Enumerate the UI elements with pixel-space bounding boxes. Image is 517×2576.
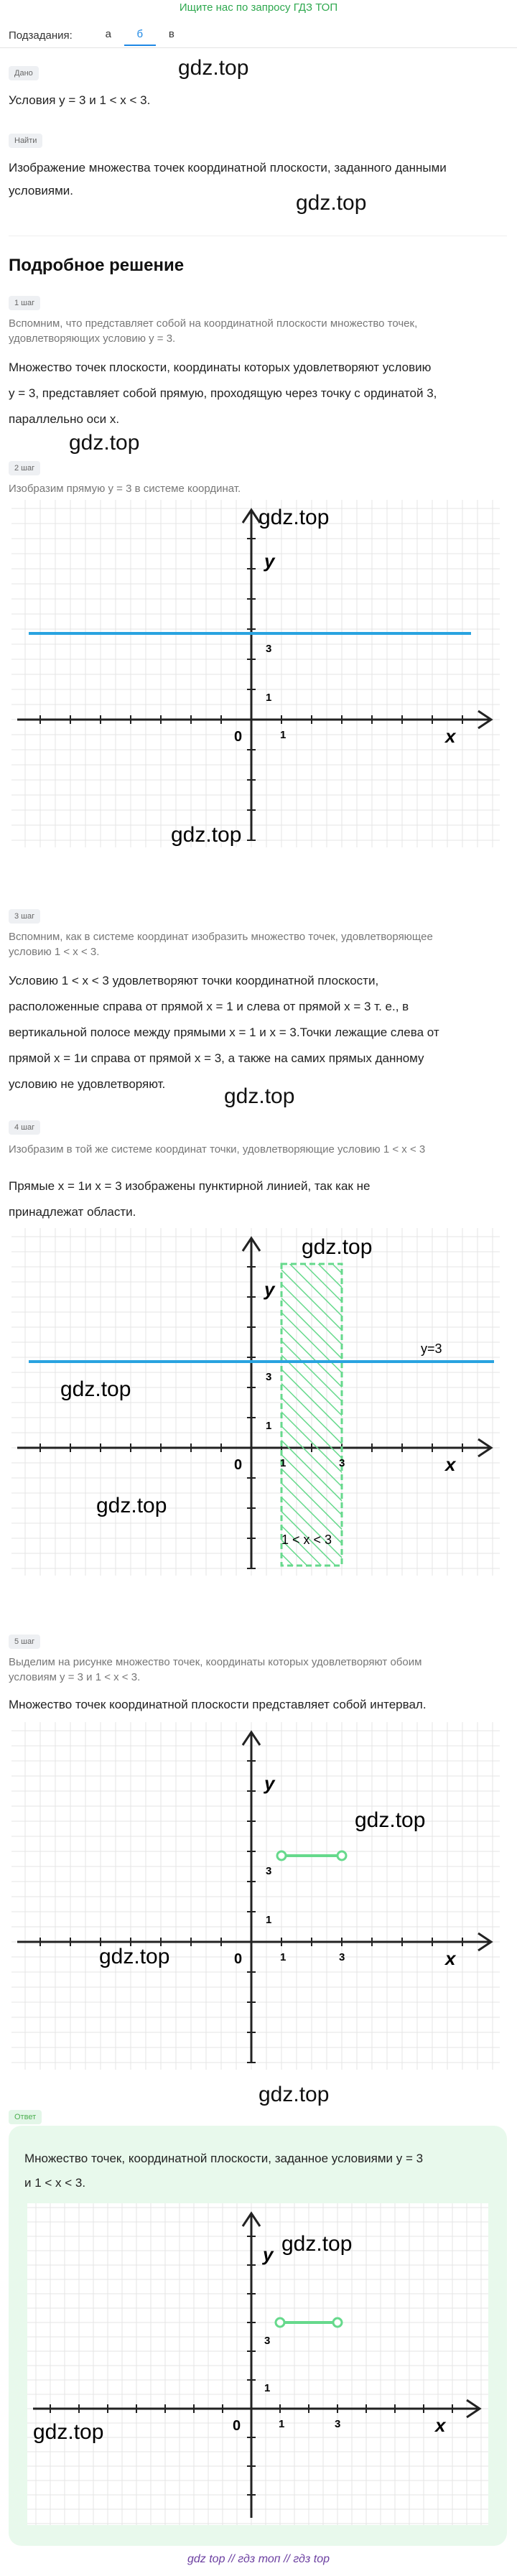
tick-label-3-y: 3: [266, 1865, 272, 1877]
tick-label-1-y: 1: [266, 1914, 272, 1926]
x-axis-label: x: [445, 1948, 456, 1969]
origin-label: 0: [234, 729, 243, 745]
subtask-tabs: [9, 24, 187, 46]
x-axis-label: x: [435, 2414, 446, 2436]
interval-endpoint-right: [337, 1851, 346, 1860]
step1-hint-2: удовлетворяющих условию y = 3.: [9, 333, 176, 345]
step5-hint-1: Выделим на рисунке множество точек, координаты которых удовлетворяют обоим: [9, 1656, 422, 1668]
tabs-divider: [0, 47, 517, 48]
interval-endpoint-right: [333, 2318, 342, 2327]
graph-3-svg: [11, 1722, 500, 2070]
watermark: gdz.top: [33, 2420, 104, 2444]
tab-a[interactable]: а: [105, 28, 111, 40]
dano-badge: Дано: [9, 66, 39, 80]
tick-label-3-x: 3: [339, 1457, 345, 1469]
watermark: gdz.top: [171, 823, 242, 847]
strip-label: 1 < x < 3: [281, 1533, 332, 1547]
step3-line-3: вертикальной полосе между прямыми x = 1 и x = 3.Точки лежащие слева от: [9, 1026, 439, 1039]
step3-line-1: Условию 1 < x < 3 удовлетворяют точки координатной плоскости,: [9, 974, 379, 987]
watermark: gdz.top: [60, 1377, 131, 1401]
step1-badge: 1 шаг: [9, 296, 40, 310]
watermark: gdz.top: [178, 56, 249, 80]
step5-line-1: Множество точек координатной плоскости представляет собой интервал.: [9, 1698, 427, 1711]
answer-box: [9, 2126, 507, 2546]
graph-2: [11, 1228, 500, 1576]
answer-line-2: и 1 < x < 3.: [24, 2176, 86, 2190]
graph-grid: [27, 2203, 488, 2525]
y-axis-label: y: [263, 2243, 274, 2265]
step1-line-1: Множество точек плоскости, координаты которых удовлетворяют условию: [9, 361, 432, 374]
graph-axes: [17, 1238, 491, 1568]
x-axis-label: x: [445, 1454, 456, 1475]
step1-line-3: параллельно оси x.: [9, 412, 120, 426]
graph-axes: [17, 1732, 491, 2063]
watermark: gdz.top: [96, 1494, 167, 1517]
step2-hint: Изобразим прямую y = 3 в системе координат.: [9, 483, 241, 495]
graph-2-svg: [11, 1228, 500, 1576]
x-axis-label: x: [445, 725, 456, 747]
line-label: y=3: [421, 1342, 442, 1356]
tick-label-3-y: 3: [266, 643, 272, 655]
tick-label-1-y: 1: [264, 2382, 271, 2394]
interval-endpoint-left: [277, 1851, 286, 1860]
watermark: gdz.top: [355, 1808, 426, 1832]
origin-label: 0: [234, 1951, 243, 1967]
watermark: gdz.top: [258, 506, 330, 529]
tick-label-3-y: 3: [264, 2335, 271, 2347]
graph-answer: [27, 2203, 488, 2525]
tick-label-3-x: 3: [335, 2418, 341, 2430]
step3-line-4: прямой x = 1и справа от прямой x = 3, а также на самих прямых данному: [9, 1051, 424, 1065]
y-axis-label: y: [264, 1278, 275, 1300]
step3-hint-1: Вспомним, как в системе координат изобразить множество точек, удовлетворяющее: [9, 931, 433, 943]
step3-line-2: расположенные справа от прямой x = 1 и слева от прямой x = 3 т. е., в: [9, 1000, 409, 1013]
strip-region: [281, 1264, 342, 1566]
tab-b[interactable]: б: [124, 24, 156, 46]
tick-label-1-x: 1: [280, 729, 287, 741]
step4-line-2: принадлежат области.: [9, 1205, 136, 1219]
top-banner[interactable]: Ищите нас по запросу ГДЗ ТОП: [179, 1, 338, 14]
find-badge: Найти: [9, 134, 42, 148]
origin-label: 0: [234, 1457, 243, 1473]
step4-line-1: Прямые x = 1и x = 3 изображены пунктирной линией, так как не: [9, 1179, 371, 1193]
graph-axes: [17, 510, 491, 840]
graph-answer-svg: [27, 2203, 488, 2525]
graph-3: [11, 1722, 500, 2070]
tick-label-1-y: 1: [266, 1420, 272, 1432]
watermark: gdz.top: [224, 1084, 295, 1108]
interval-endpoint-left: [276, 2318, 284, 2327]
step3-line-5: условию не удовлетворяют.: [9, 1077, 166, 1091]
answer-line-1: Множество точек, координатной плоскости, заданное условиями y = 3: [24, 2152, 424, 2165]
watermark: gdz.top: [296, 191, 367, 215]
graph-1: [11, 500, 500, 847]
step3-badge: 3 шаг: [9, 909, 40, 924]
step4-hint: Изобразим в той же системе координат точки, удовлетворяющие условию 1 < x < 3: [9, 1143, 426, 1156]
graph-1-svg: [11, 500, 500, 847]
tick-label-1-x: 1: [280, 1951, 287, 1963]
step4-badge: 4 шаг: [9, 1120, 40, 1135]
y-axis-label: y: [264, 550, 275, 572]
step1-line-2: y = 3, представляет собой прямую, проходящую через точку с ординатой 3,: [9, 386, 437, 400]
watermark: gdz.top: [281, 2232, 353, 2256]
graph-grid: [11, 500, 500, 847]
step2-badge: 2 шаг: [9, 461, 40, 475]
tick-label-1-x: 1: [279, 2418, 285, 2430]
step3-hint-2: условию 1 < x < 3.: [9, 946, 100, 958]
graph-grid: [11, 1722, 500, 2070]
graph-grid: [11, 1228, 500, 1576]
tick-label-1-y: 1: [266, 692, 272, 704]
origin-label: 0: [233, 2418, 241, 2434]
watermark: gdz.top: [99, 1945, 170, 1968]
tick-label-3-y: 3: [266, 1371, 272, 1383]
step5-hint-2: условиям y = 3 и 1 < x < 3.: [9, 1671, 141, 1683]
y-axis-label: y: [264, 1772, 275, 1794]
watermark: gdz.top: [258, 2083, 330, 2106]
answer-badge: Ответ: [9, 2110, 42, 2124]
dano-text: Условия y = 3 и 1 < x < 3.: [9, 93, 151, 107]
find-text-1: Изображение множества точек координатной плоскости, заданного данными: [9, 161, 447, 175]
subtask-label: Подзадания:: [9, 29, 73, 42]
watermark: gdz.top: [69, 431, 140, 455]
tab-v[interactable]: в: [168, 28, 174, 40]
step1-hint-1: Вспомним, что представляет собой на координатной плоскости множество точек,: [9, 317, 418, 330]
find-text-2: условиями.: [9, 184, 74, 197]
footer-links[interactable]: gdz top // гдз топ // гдз top: [187, 2553, 330, 2565]
solution-title: Подробное решение: [9, 256, 185, 275]
tick-label-1-x: 1: [280, 1457, 287, 1469]
watermark: gdz.top: [302, 1235, 373, 1259]
step5-badge: 5 шаг: [9, 1635, 40, 1649]
tick-label-3-x: 3: [339, 1951, 345, 1963]
